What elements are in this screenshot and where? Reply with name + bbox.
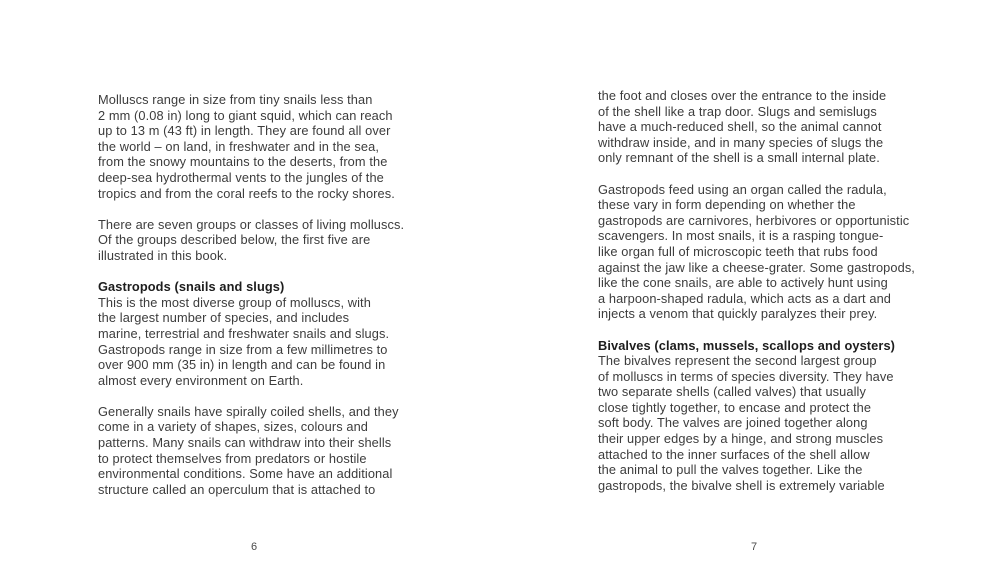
paragraph bbox=[98, 295, 410, 389]
text-line: these vary in form depending on whether the bbox=[598, 197, 856, 213]
text-line: illustrated in this book. bbox=[98, 247, 228, 263]
text-line: of molluscs in terms of species diversity. They have bbox=[598, 368, 894, 384]
page-content bbox=[98, 92, 410, 497]
paragraph bbox=[598, 353, 910, 493]
text-line: Molluscs range in size from tiny snails less than bbox=[98, 92, 373, 107]
text-line: a harpoon-shaped radula, which acts as a dart and bbox=[598, 290, 892, 306]
text-line: close tightly together, to encase and protect the bbox=[598, 399, 872, 415]
text-line: attached to the inner surfaces of the shell allow bbox=[598, 446, 870, 462]
text-line: 2 mm (0.08 in) long to giant squid, which can reach bbox=[98, 107, 393, 123]
page-number: 7 bbox=[750, 541, 758, 553]
text-line: to protect themselves from predators or hostile bbox=[98, 450, 367, 466]
text-line: up to 13 m (43 ft) in length. They are found all over bbox=[98, 123, 391, 139]
section-heading: Gastropods (snails and slugs) bbox=[98, 279, 285, 295]
paragraph bbox=[98, 404, 410, 498]
text-line: the animal to pull the valves together. Like the bbox=[598, 462, 863, 478]
text-line: Generally snails have spirally coiled shells, and they bbox=[98, 403, 399, 419]
text-line: withdraw inside, and in many species of slugs the bbox=[598, 134, 884, 150]
text-line: gastropods are carnivores, herbivores or opportunistic bbox=[598, 212, 910, 228]
text-line: Gastropods feed using an organ called the radula, bbox=[598, 181, 887, 197]
text-line: tropics and from the coral reefs to the rocky shores. bbox=[98, 185, 395, 201]
text-line: patterns. Many snails can withdraw into their shells bbox=[98, 435, 392, 451]
text-line: marine, terrestrial and freshwater snails and slugs. bbox=[98, 325, 390, 341]
text-line: There are seven groups or classes of living molluscs. bbox=[98, 216, 405, 232]
book-page-right bbox=[598, 88, 915, 586]
text-line: two separate shells (called valves) that usually bbox=[598, 384, 866, 400]
text-line: have a much-reduced shell, so the animal cannot bbox=[598, 119, 882, 135]
text-line: only remnant of the shell is a small internal plate. bbox=[598, 150, 880, 166]
text-line: like the cone snails, are able to actively hunt using bbox=[598, 275, 888, 291]
text-line: like organ full of microscopic teeth that rubs food bbox=[598, 243, 878, 259]
text-line: This is the most diverse group of molluscs, with bbox=[98, 294, 371, 310]
text-line: of the shell like a trap door. Slugs and semislugs bbox=[598, 103, 877, 119]
text-line: come in a variety of shapes, sizes, colours and bbox=[98, 419, 369, 435]
text-line: deep-sea hydrothermal vents to the jungles of the bbox=[98, 169, 384, 185]
text-line: Gastropods range in size from a few millimetres to bbox=[98, 341, 388, 357]
text-line: injects a venom that quickly paralyzes their prey. bbox=[598, 306, 878, 322]
text-line: Of the groups described below, the first five are bbox=[98, 232, 371, 248]
book-page-left bbox=[98, 92, 410, 586]
text-line: their upper edges by a hinge, and strong muscles bbox=[598, 431, 884, 447]
text-line: the largest number of species, and includes bbox=[98, 310, 350, 326]
text-line: over 900 mm (35 in) in length and can be found in bbox=[98, 357, 386, 373]
text-line: soft body. The valves are joined together along bbox=[598, 415, 868, 431]
text-line: The bivalves represent the second largest group bbox=[598, 353, 877, 369]
paragraph bbox=[98, 92, 410, 201]
text-line: the foot and closes over the entrance to the inside bbox=[598, 88, 887, 103]
paragraph bbox=[598, 181, 915, 322]
text-line: scavengers. In most snails, it is a rasping tongue- bbox=[598, 228, 884, 244]
text-line: structure called an operculum that is attached to bbox=[98, 481, 376, 497]
text-line: environmental conditions. Some have an additional bbox=[98, 466, 393, 482]
text-line: against the jaw like a cheese-grater. Some gastropods, bbox=[598, 259, 915, 275]
page-content bbox=[598, 88, 915, 493]
paragraph bbox=[598, 88, 910, 166]
section-heading: Bivalves (clams, mussels, scallops and oysters) bbox=[598, 337, 896, 353]
text-line: the world – on land, in freshwater and in the sea, bbox=[98, 138, 380, 154]
text-line: almost every environment on Earth. bbox=[98, 372, 304, 388]
paragraph bbox=[98, 217, 410, 264]
text-line: from the snowy mountains to the deserts, from the bbox=[98, 154, 388, 170]
text-line: gastropods, the bivalve shell is extremely variable bbox=[598, 477, 885, 493]
page-number: 6 bbox=[250, 541, 258, 553]
